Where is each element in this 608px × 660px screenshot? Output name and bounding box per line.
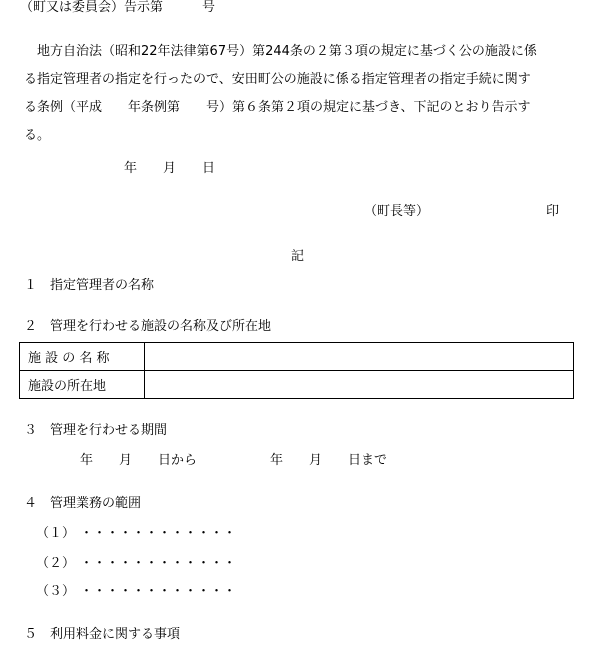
item-4-heading: ４ 管理業務の範囲 (24, 496, 142, 511)
notice-title: （町又は委員会）告示第 号 (20, 0, 216, 15)
facility-name-cell (145, 343, 574, 371)
item-5-heading: ５ 利用料金に関する事項 (24, 627, 181, 642)
preamble-line: る指定管理者の指定を行ったので、安田町公の施設に係る指定管理者の指定手続に関す (24, 72, 531, 87)
preamble-paragraph (24, 38, 596, 150)
item-1-heading: １ 指定管理者の名称 (24, 278, 155, 293)
seal-mark: 印 (546, 204, 560, 219)
item-2-heading: ２ 管理を行わせる施設の名称及び所在地 (24, 319, 272, 334)
scope-item-dots: ・・・・・・・・・・・・ (80, 584, 237, 599)
scope-item-number: （２） (36, 556, 76, 571)
facility-name-label: 施 設 の 名 称 (20, 343, 145, 371)
scope-item-dots: ・・・・・・・・・・・・ (80, 526, 237, 541)
item-3-heading: ３ 管理を行わせる期間 (24, 423, 168, 438)
period-start: 年 月 日から (80, 453, 198, 468)
facility-location-label: 施設の所在地 (20, 371, 145, 399)
issuer-name: （町長等） (364, 204, 430, 219)
preamble-line: る。 (24, 128, 51, 143)
facility-location-cell (145, 371, 574, 399)
scope-item-dots: ・・・・・・・・・・・・ (80, 556, 237, 571)
preamble-line: 地方自治法（昭和22年法律第67号）第244条の２第３項の規定に基づく公の施設に係 (24, 44, 537, 59)
table-row (20, 371, 574, 399)
table-row (20, 343, 574, 371)
period-end: 年 月 日まで (270, 453, 388, 468)
notice-date: 年 月 日 (124, 161, 216, 176)
scope-item-number: （１） (36, 526, 76, 541)
ki-heading: 記 (291, 249, 305, 264)
preamble-line: る条例（平成 年条例第 号）第６条第２項の規定に基づき、下記のとおり告示す (24, 100, 531, 115)
scope-item-number: （３） (36, 584, 76, 599)
facility-table (19, 342, 574, 399)
